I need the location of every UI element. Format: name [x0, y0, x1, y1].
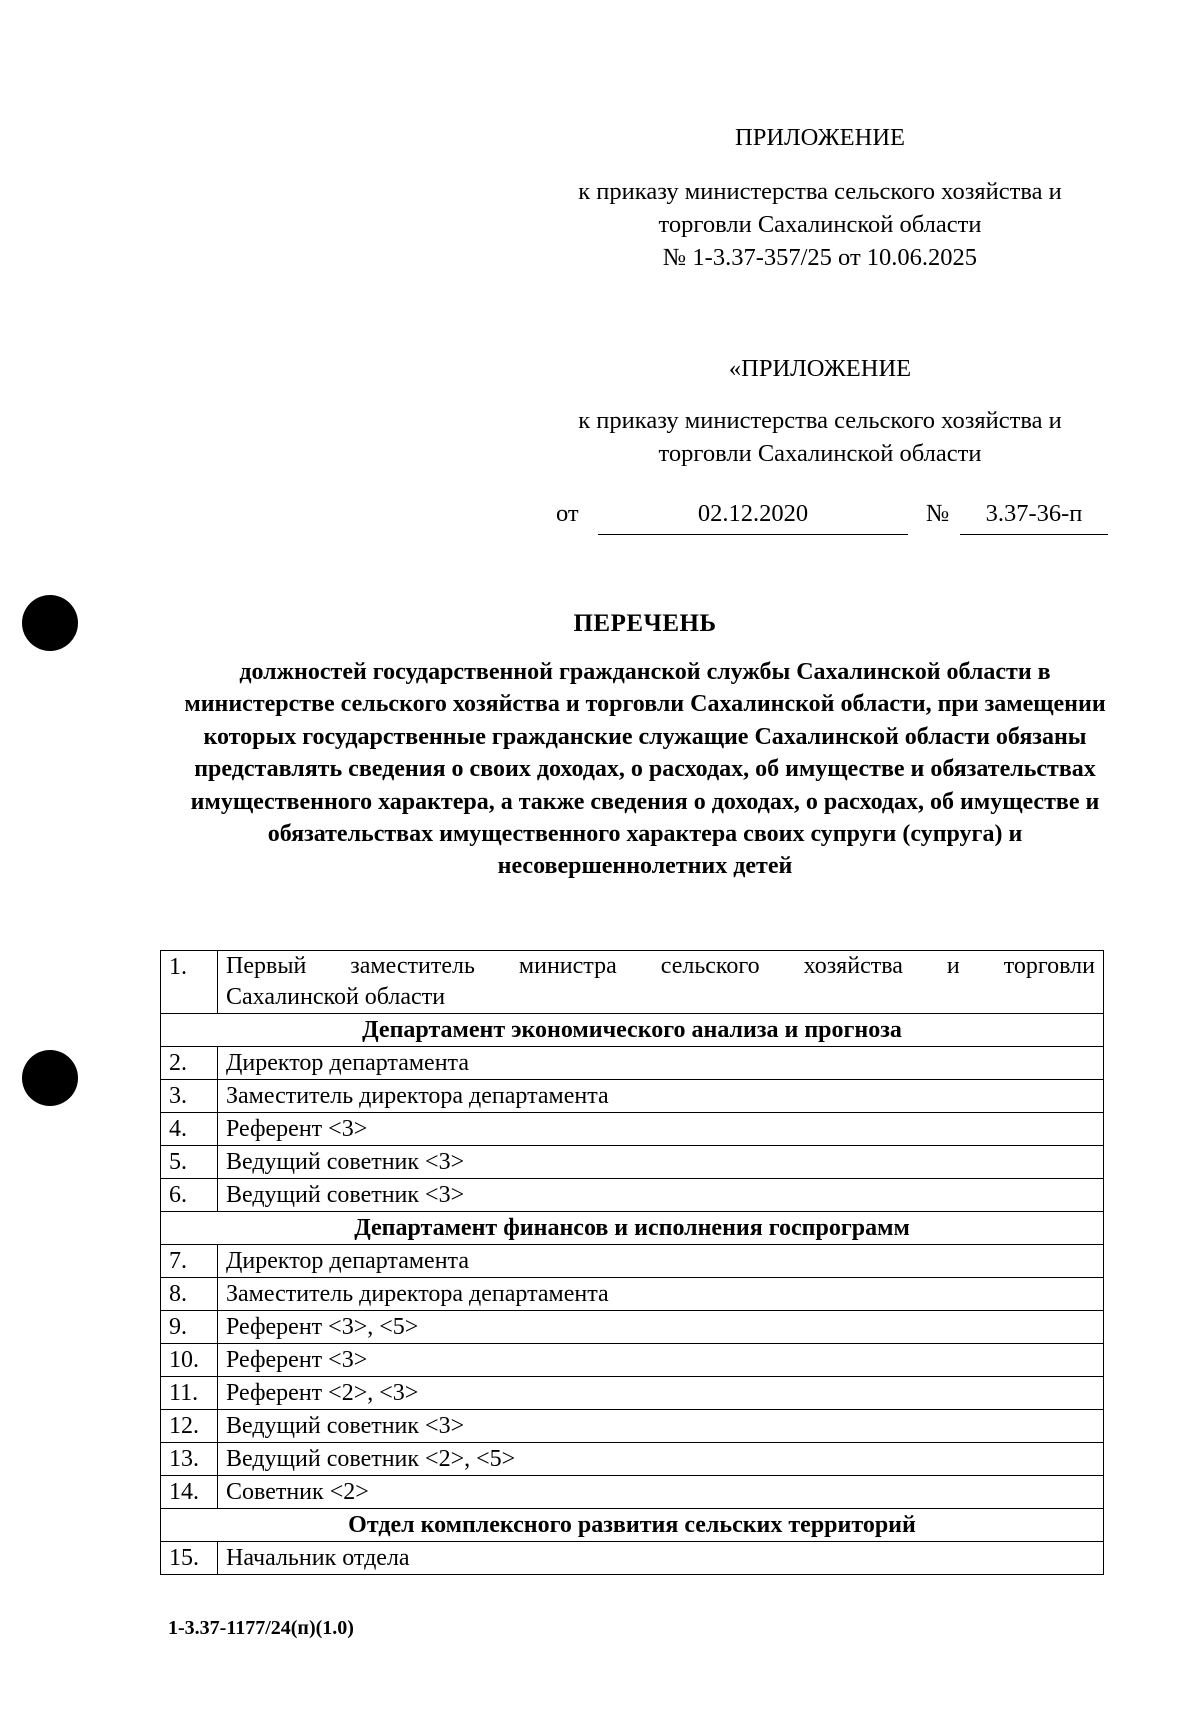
previous-appendix-reference [520, 404, 1120, 470]
row-number: 10. [161, 1344, 218, 1377]
position-title: Директор департамента [218, 1245, 1104, 1278]
table-row [161, 1410, 1104, 1443]
table-row [161, 1311, 1104, 1344]
position-title: Советник <2> [218, 1476, 1104, 1509]
positions-table [160, 950, 1104, 1575]
row-number: 7. [161, 1245, 218, 1278]
row-number: 13. [161, 1443, 218, 1476]
table-row [161, 1344, 1104, 1377]
order-date: 02.12.2020 [598, 500, 908, 535]
list-subtitle: должностей государственной гражданской службы Сахалинской области в министерстве сельского хозяйства и торговли Сахалинской области, при замещении которых государственные гражданские служащие Сахалинской области обязаны представлять сведения о своих доходах, о расходах, об имуществе и обязательствах имущественного характера, а также сведения о доходах, о расходах, об имуществе и обязательствах имущественного характера своих супруги (супруга) и несовершеннолетних детей [184, 659, 1106, 880]
list-title: ПЕРЕЧЕНЬ [573, 610, 717, 637]
table-row [161, 1080, 1104, 1113]
position-title-line: Первый заместитель министра сельского хозяйства и торговли [226, 953, 1095, 979]
position-title: Референт <2>, <3> [218, 1377, 1104, 1410]
table-row [161, 1278, 1104, 1311]
order-number: 3.37-36-п [960, 500, 1108, 535]
punch-hole [22, 1050, 78, 1106]
row-number: 14. [161, 1476, 218, 1509]
table-row [161, 1113, 1104, 1146]
position-title: Референт <3> [218, 1113, 1104, 1146]
row-number: 8. [161, 1278, 218, 1311]
document-code: 1-3.37-1177/24(п)(1.0) [168, 1617, 354, 1639]
position-title: Начальник отдела [218, 1542, 1104, 1575]
table-row [161, 1047, 1104, 1080]
position-title: Референт <3>, <5> [218, 1311, 1104, 1344]
position-title-line: Сахалинской области [226, 984, 446, 1010]
department-name: Департамент финансов и исполнения госпрограмм [161, 1212, 1104, 1245]
position-title: Референт <3> [218, 1344, 1104, 1377]
number-label: № [926, 500, 950, 527]
row-number: 6. [161, 1179, 218, 1212]
department-row [161, 1212, 1104, 1245]
appendix-line: к приказу министерства сельского хозяйства и [578, 407, 1062, 434]
appendix-reference [520, 175, 1120, 274]
department-row [161, 1509, 1104, 1542]
table-row [161, 1245, 1104, 1278]
appendix-title: ПРИЛОЖЕНИЕ [735, 124, 905, 151]
row-number: 1. [161, 951, 218, 1014]
position-title: Ведущий советник <3> [218, 1179, 1104, 1212]
position-title: Ведущий советник <3> [218, 1146, 1104, 1179]
row-number: 5. [161, 1146, 218, 1179]
department-name: Департамент экономического анализа и прогноза [161, 1014, 1104, 1047]
table-row [161, 1542, 1104, 1575]
appendix-order-number: № 1-3.37-357/25 от 10.06.2025 [662, 244, 978, 271]
row-number: 15. [161, 1542, 218, 1575]
appendix-line: торговли Сахалинской области [658, 211, 982, 238]
position-title: Директор департамента [218, 1047, 1104, 1080]
appendix-line: торговли Сахалинской области [658, 440, 982, 467]
table-row [161, 1476, 1104, 1509]
position-title [218, 951, 1104, 1014]
date-label: от [556, 500, 579, 527]
department-row [161, 1014, 1104, 1047]
row-number: 12. [161, 1410, 218, 1443]
row-number: 9. [161, 1311, 218, 1344]
table-row [161, 951, 1104, 1014]
table-row [161, 1443, 1104, 1476]
table-row [161, 1377, 1104, 1410]
department-name: Отдел комплексного развития сельских территорий [161, 1509, 1104, 1542]
position-title: Заместитель директора департамента [218, 1080, 1104, 1113]
position-title: Ведущий советник <3> [218, 1410, 1104, 1443]
table-row [161, 1146, 1104, 1179]
appendix-line: к приказу министерства сельского хозяйства и [578, 178, 1062, 205]
previous-appendix-title: «ПРИЛОЖЕНИЕ [728, 355, 912, 382]
row-number: 3. [161, 1080, 218, 1113]
position-title: Ведущий советник <2>, <5> [218, 1443, 1104, 1476]
table-row [161, 1179, 1104, 1212]
position-title: Заместитель директора департамента [218, 1278, 1104, 1311]
row-number: 4. [161, 1113, 218, 1146]
order-date-number-line [556, 500, 1116, 540]
row-number: 11. [161, 1377, 218, 1410]
row-number: 2. [161, 1047, 218, 1080]
